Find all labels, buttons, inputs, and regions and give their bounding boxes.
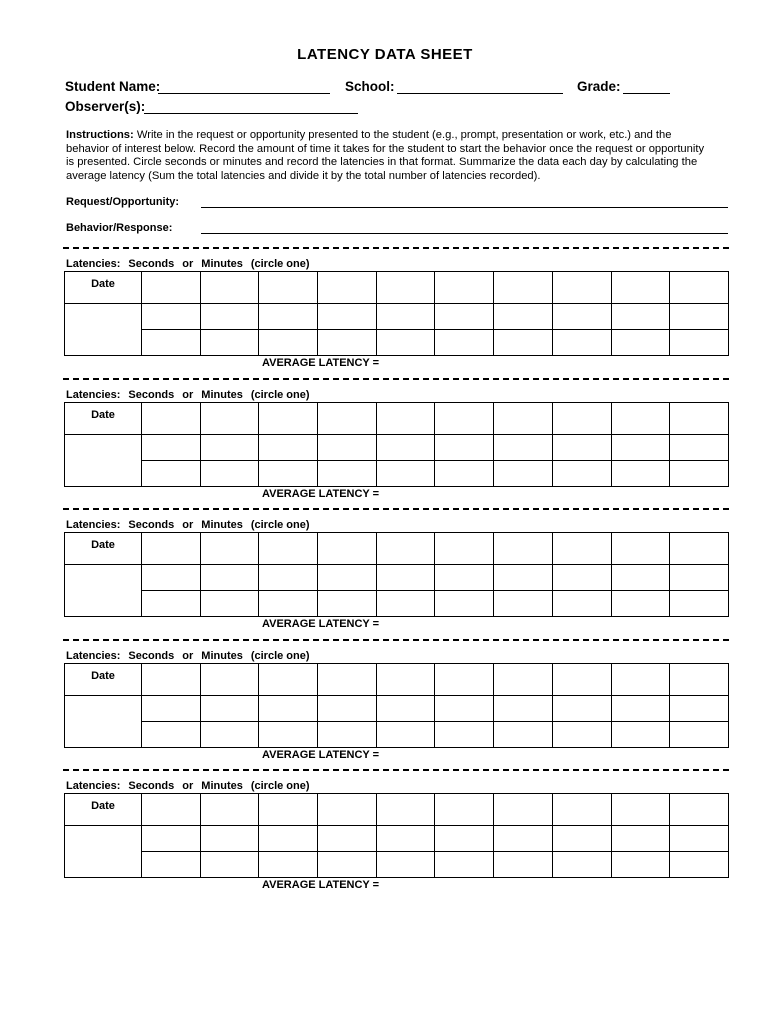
- latency-cell[interactable]: [142, 826, 201, 852]
- latency-cell[interactable]: [376, 826, 435, 852]
- section-divider: [63, 769, 729, 771]
- date-header-cell: Date: [65, 794, 142, 826]
- latency-cell[interactable]: [200, 826, 259, 852]
- grade-label: Grade:: [577, 79, 621, 94]
- latency-cell[interactable]: [318, 434, 377, 460]
- instructions: [66, 129, 706, 183]
- student-name-field[interactable]: [158, 93, 330, 94]
- latency-cell[interactable]: [376, 591, 435, 617]
- latency-cell[interactable]: [611, 460, 670, 486]
- latency-cell[interactable]: [200, 402, 259, 434]
- latency-cell[interactable]: [142, 434, 201, 460]
- latency-table: [64, 663, 729, 748]
- latency-cell[interactable]: [670, 330, 729, 356]
- section-divider: [63, 639, 729, 641]
- latency-cell[interactable]: [552, 402, 611, 434]
- date-header-cell: Date: [65, 272, 142, 304]
- latency-cell[interactable]: [376, 272, 435, 304]
- latency-cell[interactable]: [552, 695, 611, 721]
- latency-cell[interactable]: [318, 460, 377, 486]
- latency-cell[interactable]: [259, 591, 318, 617]
- average-latency-label: AVERAGE LATENCY =: [262, 618, 380, 630]
- latency-cell[interactable]: [259, 663, 318, 695]
- latency-cell[interactable]: [259, 565, 318, 591]
- date-entry-cell[interactable]: [65, 565, 142, 617]
- circle-one-label: (circle one): [250, 519, 310, 531]
- latency-cell[interactable]: [376, 695, 435, 721]
- latency-cell[interactable]: [142, 794, 201, 826]
- date-header-cell: Date: [65, 402, 142, 434]
- table-row: [65, 565, 729, 591]
- latency-cell[interactable]: [318, 330, 377, 356]
- latency-cell[interactable]: [142, 460, 201, 486]
- latency-cell[interactable]: [611, 695, 670, 721]
- table-row: [65, 402, 729, 434]
- or-label: or: [182, 519, 194, 531]
- average-latency-label: AVERAGE LATENCY =: [262, 487, 380, 500]
- latency-cell[interactable]: [435, 721, 494, 747]
- school-field[interactable]: [397, 93, 563, 94]
- latency-cell[interactable]: [376, 304, 435, 330]
- or-label: or: [182, 780, 194, 792]
- table-row: [65, 330, 729, 356]
- minutes-option[interactable]: Minutes: [201, 388, 243, 401]
- date-entry-cell[interactable]: [65, 695, 142, 747]
- latency-cell[interactable]: [435, 304, 494, 330]
- table-row: [65, 852, 729, 878]
- latency-table: [64, 532, 729, 617]
- seconds-option[interactable]: Seconds: [128, 780, 175, 792]
- latency-cell[interactable]: [670, 460, 729, 486]
- page-title: LATENCY DATA SHEET: [297, 46, 473, 63]
- latency-cell[interactable]: [494, 460, 553, 486]
- latency-cell[interactable]: [552, 826, 611, 852]
- latency-cell[interactable]: [494, 852, 553, 878]
- latency-cell[interactable]: [552, 565, 611, 591]
- table-row: [65, 304, 729, 330]
- latency-cell[interactable]: [435, 533, 494, 565]
- latency-cell[interactable]: [142, 721, 201, 747]
- table-row: [65, 695, 729, 721]
- latency-cell[interactable]: [494, 721, 553, 747]
- latency-cell[interactable]: [494, 402, 553, 434]
- latency-cell[interactable]: [552, 533, 611, 565]
- latency-cell[interactable]: [318, 304, 377, 330]
- latency-cell[interactable]: [494, 533, 553, 565]
- observers-field[interactable]: [144, 113, 358, 114]
- latency-cell[interactable]: [376, 565, 435, 591]
- latency-cell[interactable]: [552, 591, 611, 617]
- average-latency-label: AVERAGE LATENCY =: [262, 879, 380, 891]
- latencies-label-row: [66, 519, 318, 531]
- latency-cell[interactable]: [435, 330, 494, 356]
- latency-cell[interactable]: [142, 304, 201, 330]
- latency-cell[interactable]: [670, 272, 729, 304]
- minutes-option[interactable]: Minutes: [201, 649, 243, 662]
- latency-cell[interactable]: [494, 663, 553, 695]
- table-row: [65, 533, 729, 565]
- latency-cell[interactable]: [670, 402, 729, 434]
- latencies-label: Latencies:: [66, 519, 121, 531]
- latency-cell[interactable]: [670, 304, 729, 330]
- latency-cell[interactable]: [494, 565, 553, 591]
- circle-one-label: (circle one): [250, 780, 310, 792]
- latency-cell[interactable]: [611, 591, 670, 617]
- latency-cell[interactable]: [552, 794, 611, 826]
- latency-cell[interactable]: [200, 434, 259, 460]
- date-entry-cell[interactable]: [65, 304, 142, 356]
- latency-cell[interactable]: [200, 721, 259, 747]
- latency-cell[interactable]: [376, 434, 435, 460]
- latency-cell[interactable]: [494, 330, 553, 356]
- latency-cell[interactable]: [142, 663, 201, 695]
- school-label: School:: [345, 79, 395, 94]
- latency-cell[interactable]: [200, 330, 259, 356]
- behavior-field[interactable]: [201, 233, 728, 234]
- latency-cell[interactable]: [259, 826, 318, 852]
- latency-cell[interactable]: [376, 460, 435, 486]
- table-row: [65, 826, 729, 852]
- or-label: or: [182, 258, 194, 270]
- latency-cell[interactable]: [259, 460, 318, 486]
- latency-cell[interactable]: [259, 402, 318, 434]
- latency-cell[interactable]: [318, 591, 377, 617]
- latency-cell[interactable]: [611, 272, 670, 304]
- latency-cell[interactable]: [435, 695, 494, 721]
- circle-one-label: (circle one): [250, 388, 310, 401]
- latency-cell[interactable]: [376, 852, 435, 878]
- latency-cell[interactable]: [552, 852, 611, 878]
- latency-cell[interactable]: [494, 434, 553, 460]
- latency-cell[interactable]: [259, 695, 318, 721]
- latency-cell[interactable]: [200, 794, 259, 826]
- request-field[interactable]: [201, 207, 728, 208]
- latency-cell[interactable]: [142, 565, 201, 591]
- latency-cell[interactable]: [376, 330, 435, 356]
- latencies-label: Latencies:: [66, 649, 121, 662]
- latency-cell[interactable]: [494, 794, 553, 826]
- latency-cell[interactable]: [318, 663, 377, 695]
- latency-cell[interactable]: [494, 304, 553, 330]
- latency-cell[interactable]: [552, 304, 611, 330]
- latency-cell[interactable]: [670, 663, 729, 695]
- latency-cell[interactable]: [259, 721, 318, 747]
- table-row: [65, 272, 729, 304]
- latency-cell[interactable]: [611, 434, 670, 460]
- latency-cell[interactable]: [670, 434, 729, 460]
- latency-cell[interactable]: [611, 565, 670, 591]
- latency-cell[interactable]: [435, 460, 494, 486]
- latency-cell[interactable]: [142, 402, 201, 434]
- latencies-label-row: [66, 780, 318, 792]
- latency-cell[interactable]: [611, 533, 670, 565]
- latency-cell[interactable]: [435, 852, 494, 878]
- latency-cell[interactable]: [318, 852, 377, 878]
- latency-cell[interactable]: [200, 663, 259, 695]
- latency-cell[interactable]: [435, 434, 494, 460]
- table-row: [65, 591, 729, 617]
- latency-cell[interactable]: [670, 794, 729, 826]
- latency-cell[interactable]: [376, 663, 435, 695]
- latency-cell[interactable]: [670, 695, 729, 721]
- date-header-cell: Date: [65, 663, 142, 695]
- latency-cell[interactable]: [259, 794, 318, 826]
- latency-cell[interactable]: [318, 826, 377, 852]
- latency-cell[interactable]: [670, 565, 729, 591]
- latencies-label-row: [66, 650, 318, 662]
- latency-cell[interactable]: [200, 272, 259, 304]
- observers-label: Observer(s):: [65, 99, 146, 114]
- latency-cell[interactable]: [200, 304, 259, 330]
- latency-cell[interactable]: [435, 402, 494, 434]
- latency-cell[interactable]: [259, 434, 318, 460]
- table-row: [65, 460, 729, 486]
- request-label: Request/Opportunity:: [66, 196, 180, 208]
- latency-table: [64, 793, 729, 878]
- table-row: [65, 721, 729, 747]
- latencies-label: Latencies:: [66, 780, 121, 792]
- table-row: [65, 434, 729, 460]
- table-row: [65, 663, 729, 695]
- latency-cell[interactable]: [200, 565, 259, 591]
- latency-cell[interactable]: [494, 826, 553, 852]
- latency-cell[interactable]: [259, 330, 318, 356]
- latency-table: [64, 271, 729, 356]
- latency-cell[interactable]: [611, 663, 670, 695]
- section-divider: [63, 247, 729, 249]
- date-entry-cell[interactable]: [65, 826, 142, 878]
- latency-cell[interactable]: [376, 721, 435, 747]
- latency-cell[interactable]: [670, 852, 729, 878]
- latency-cell[interactable]: [318, 533, 377, 565]
- latency-cell[interactable]: [259, 272, 318, 304]
- latency-cell[interactable]: [494, 591, 553, 617]
- latency-cell[interactable]: [552, 272, 611, 304]
- minutes-option[interactable]: Minutes: [201, 780, 243, 792]
- latency-cell[interactable]: [142, 533, 201, 565]
- latency-cell[interactable]: [200, 460, 259, 486]
- section-divider: [63, 378, 729, 380]
- or-label: or: [182, 649, 194, 662]
- latency-cell[interactable]: [611, 402, 670, 434]
- latency-cell[interactable]: [435, 794, 494, 826]
- minutes-option[interactable]: Minutes: [201, 519, 243, 531]
- latency-cell[interactable]: [611, 794, 670, 826]
- seconds-option[interactable]: Seconds: [128, 388, 175, 401]
- latency-cell[interactable]: [142, 330, 201, 356]
- latency-cell[interactable]: [200, 695, 259, 721]
- latency-cell[interactable]: [200, 591, 259, 617]
- latency-cell[interactable]: [552, 663, 611, 695]
- or-label: or: [182, 388, 194, 401]
- minutes-option[interactable]: Minutes: [201, 258, 243, 270]
- student-name-label: Student Name:: [65, 79, 161, 94]
- average-latency-label: AVERAGE LATENCY =: [262, 357, 380, 369]
- latency-cell[interactable]: [552, 460, 611, 486]
- latency-cell[interactable]: [435, 826, 494, 852]
- latency-cell[interactable]: [318, 721, 377, 747]
- latency-cell[interactable]: [142, 695, 201, 721]
- table-row: [65, 794, 729, 826]
- latency-cell[interactable]: [318, 272, 377, 304]
- seconds-option[interactable]: Seconds: [128, 649, 175, 662]
- latency-cell[interactable]: [200, 533, 259, 565]
- latency-cell[interactable]: [200, 852, 259, 878]
- latency-cell[interactable]: [670, 591, 729, 617]
- latency-cell[interactable]: [376, 533, 435, 565]
- latencies-label-row: [66, 389, 318, 401]
- circle-one-label: (circle one): [250, 258, 310, 270]
- latencies-label: Latencies:: [66, 388, 121, 401]
- latency-cell[interactable]: [611, 721, 670, 747]
- latency-cell[interactable]: [494, 695, 553, 721]
- latency-cell[interactable]: [435, 663, 494, 695]
- latency-cell[interactable]: [259, 852, 318, 878]
- latency-cell[interactable]: [318, 565, 377, 591]
- section-divider: [63, 508, 729, 510]
- latency-cell[interactable]: [552, 330, 611, 356]
- latency-cell[interactable]: [435, 272, 494, 304]
- latency-cell[interactable]: [259, 533, 318, 565]
- date-header-cell: Date: [65, 533, 142, 565]
- latency-cell[interactable]: [435, 591, 494, 617]
- seconds-option[interactable]: Seconds: [128, 519, 175, 531]
- latencies-label: Latencies:: [66, 258, 121, 270]
- latency-cell[interactable]: [611, 852, 670, 878]
- latencies-label-row: [66, 258, 318, 270]
- latency-cell[interactable]: [552, 721, 611, 747]
- latency-cell[interactable]: [259, 304, 318, 330]
- latency-cell[interactable]: [611, 826, 670, 852]
- circle-one-label: (circle one): [250, 649, 310, 662]
- seconds-option[interactable]: Seconds: [128, 258, 175, 270]
- date-entry-cell[interactable]: [65, 434, 142, 486]
- latency-cell[interactable]: [376, 402, 435, 434]
- latency-cell[interactable]: [552, 434, 611, 460]
- latency-cell[interactable]: [670, 826, 729, 852]
- instructions-lead: Instructions:: [66, 129, 134, 141]
- latency-cell[interactable]: [670, 533, 729, 565]
- latency-cell[interactable]: [435, 565, 494, 591]
- behavior-label: Behavior/Response:: [66, 222, 173, 234]
- latency-cell[interactable]: [670, 721, 729, 747]
- latency-table: [64, 402, 729, 487]
- instructions-text: Write in the request or opportunity presented to the student (e.g., prompt, presentation or work, etc.) and the behavior of interest below. Record the amount of time it takes for the student to start the behavior once the request or opportunity is presented. Circle seconds or minutes and record the latencies in that format. Summarize the data each day by calculating the average latency (Sum the total latencies and divide it by the total number of latencies recorded).: [66, 129, 705, 182]
- latency-cell[interactable]: [611, 304, 670, 330]
- latency-cell[interactable]: [494, 272, 553, 304]
- latency-cell[interactable]: [142, 852, 201, 878]
- grade-field[interactable]: [623, 93, 670, 94]
- latency-cell[interactable]: [318, 794, 377, 826]
- latency-cell[interactable]: [318, 695, 377, 721]
- latency-cell[interactable]: [142, 591, 201, 617]
- latency-cell[interactable]: [318, 402, 377, 434]
- latency-cell[interactable]: [142, 272, 201, 304]
- average-latency-label: AVERAGE LATENCY =: [262, 748, 380, 761]
- latency-cell[interactable]: [611, 330, 670, 356]
- latency-cell[interactable]: [376, 794, 435, 826]
